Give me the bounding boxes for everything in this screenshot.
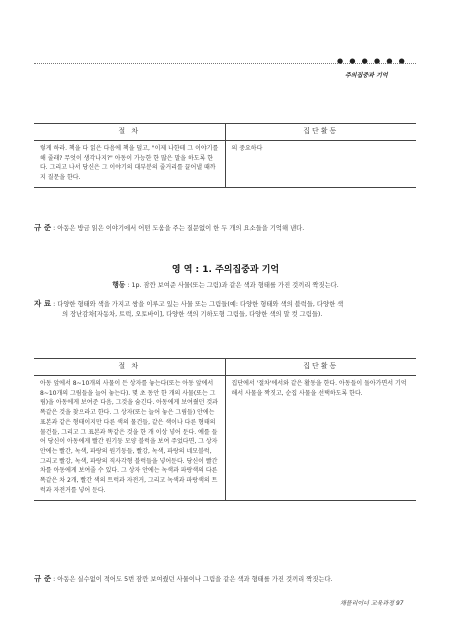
criteria-2 [34, 573, 333, 584]
materials-line-2: 의 장난감차[자동차, 트럭, 오토바이], 다양한 색의 기하도형 그림들, 다양한 색의 말 컷 그림들). [62, 311, 323, 319]
table-row [34, 376, 416, 501]
materials [34, 298, 420, 321]
materials-line-1 [34, 298, 420, 310]
behavior-text: : 1p. 잠깐 보여준 사물(또는 그림)과 같은 색과 형태를 가진 것끼리 짝짓는다. [125, 282, 339, 289]
criteria-label: 규 준 [34, 223, 52, 232]
header-section-title: 주의집중과 기억 [345, 72, 388, 79]
behavior-label: 행동 [112, 281, 126, 289]
domain-title: 영 역 : 1. 주의집중과 기억 [171, 265, 280, 275]
group-activity-cell: 의 중요하다 [231, 145, 263, 152]
procedure-table-1 [34, 123, 416, 188]
group-activity-column-header: 집단활동 [225, 359, 416, 376]
header-dots: ● ● ● ● ● ● [337, 57, 407, 65]
behavior-objective [0, 279, 451, 289]
page-footer: 채플리이너 교육과정 97 [340, 600, 404, 607]
table-row [34, 141, 416, 188]
procedure-cell: 아동 앞에서 8~10개의 사물이 든 상자를 놓는다(또는 아동 앞에서 8~10개의 그림들을 늘어 놓는다). 몇 초 동안 한 개의 사물(또는 그림)을 아동에게 보여준 다음, 그것을 숨긴다. 아동에게 보여줬던 것과 똑같은 것을 찾으라고 한다. 그 상자(또는 늘어 놓은 그림들) 안에는 표본과 같은 형태이지만 다른 색의 물건들, 같은 색이나 다른 형태의 물건들, 그리고 그 표본과 똑같은 것을 한 개 이상 넣어 둔다. 예를 들어 당신이 아동에게 빨간 원기둥 모양 블럭을 보여 주었다면, 그 상자안에는 빨간, 녹색, 파랑의 원기둥들, 빨강, 녹색, 파랑의 네모블럭, 그리고 빨강, 녹색, 파랑의 직사각형 블럭들을 넣어둔다. 당신이 빨간 차를 아동에게 보여줄 수 있다. 그 상자 안에는 녹색과 파랑색의 다른 똑같은 차 2개, 빨간 색의 트럭과 자전거, 그리고 녹색과 파랑색의 트럭과 자전거를 넣어 둔다. [34, 376, 225, 501]
criteria-label: 규 준 [34, 574, 52, 583]
criteria-text: : 아동은 실수없이 적어도 5번 잠깐 보여줬던 사물이나 그림을 같은 색과 형태를 가진 것끼리 짝짓는다. [51, 576, 333, 583]
table-header-row [34, 359, 416, 376]
materials-text-1: : 다양한 형태와 색을 가지고 쌍을 이루고 있는 사물 또는 그림들(예: 다양한 형태와 색의 블럭들, 다양한 색 [51, 301, 344, 308]
table-header-row [34, 124, 416, 141]
materials-label: 자 료 [34, 299, 52, 308]
group-activity-column-header: 집단활동 [225, 124, 416, 141]
criteria-1 [34, 222, 304, 233]
criteria-text: : 아동은 방금 읽은 이야기에서 어떤 도움을 주는 질문없이 한 두 개의 요소들을 기억해 낸다. [51, 225, 305, 232]
header-rule [34, 63, 416, 64]
group-activity-cell: 집단에서 '절차'에서와 같은 활동을 한다. 아동들이 돌아가면서 기억해서 사물을 짝짓고, 순집 사물을 선택하도록 한다. [231, 380, 407, 397]
procedure-column-header: 절 차 [34, 359, 225, 376]
procedure-cell: 렇게 하라. 책을 다 읽은 다음에 책을 덮고, "이제 나한테 그 이야기를 해 줄래? 무엇이 생각나지?" 아동이 가능한 한 많은 말을 하도록 한다. 그리고 나서 당신은 그 이야기의 대부분의 줄거리를 끌어낼 때까지 질문을 한다. [34, 141, 225, 188]
procedure-column-header: 절 차 [34, 124, 225, 141]
procedure-table-2 [34, 358, 416, 501]
